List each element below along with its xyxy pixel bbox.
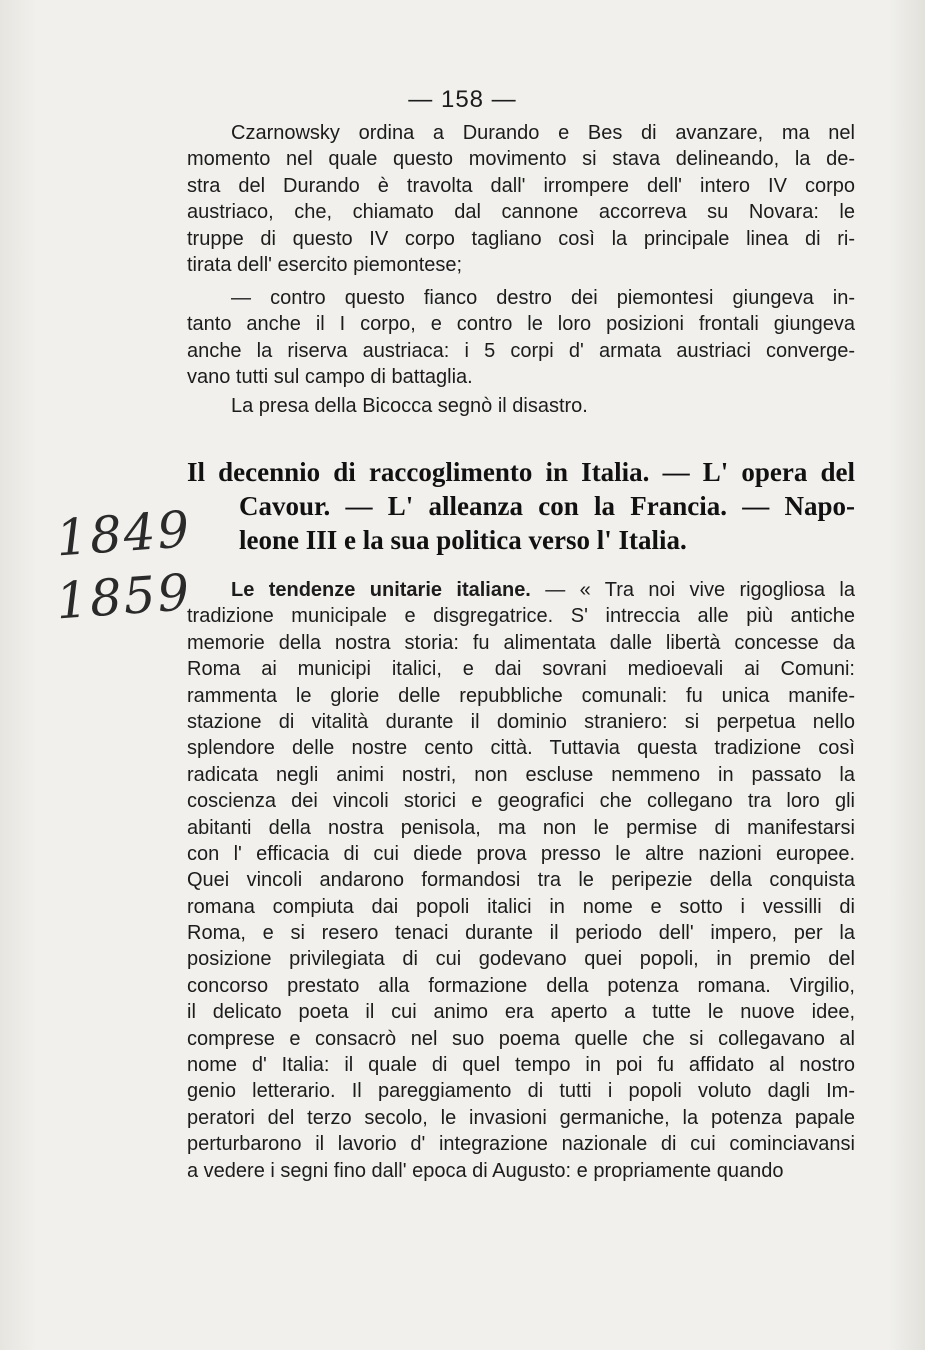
text-line: posizione privilegiata di cui godevano quei popoli, in premio del — [187, 948, 855, 971]
margin-note-1859: 1859 — [54, 563, 194, 631]
text-line — [187, 577, 855, 603]
text-line: truppe di questo IV corpo tagliano così la principale linea di ri- — [187, 227, 855, 250]
paragraph-1 — [187, 120, 855, 278]
text-line: radicata negli animi nostri, non escluse nemmeno in passato la — [187, 763, 855, 786]
text-line: tradizione municipale e disgregatrice. S' intreccia alle più antiche — [187, 605, 855, 628]
text-line: perturbarono il lavorio d' integrazione nazionale di cui cominciavansi — [187, 1133, 855, 1156]
text-line: Roma ai municipi italici, e dai sovrani medioevali ai Comuni: — [187, 658, 855, 681]
heading-line: Cavour. — L' alleanza con la Francia. — Napo- — [239, 491, 855, 521]
text-line: momento nel quale questo movimento si stava delineando, la de- — [187, 148, 855, 171]
text-line: splendore delle nostre cento città. Tuttavia questa tradizione così — [187, 737, 855, 760]
text-line: romana compiuta dai popoli italici in nome e sotto i vessilli di — [187, 895, 855, 918]
heading-line: Il decennio di raccoglimento in Italia. — L' opera del — [187, 457, 855, 487]
subheading: Le tendenze unitarie italiane. — [231, 579, 531, 601]
text-line: tanto anche il I corpo, e contro le loro posizioni frontali giungeva — [187, 313, 855, 336]
text-line: abitanti della nostra penisola, ma non le permise di manifestarsi — [187, 816, 855, 839]
text-line: austriaco, che, chiamato dal cannone accorreva su Novara: le — [187, 201, 855, 224]
text-line: genio letterario. Il pareggiamento di tutti i popoli voluto dagli Im- — [187, 1080, 855, 1103]
text-line: stazione di vitalità durante il dominio straniero: si perpetua nello — [187, 710, 855, 733]
text-run: — « Tra noi vive rigogliosa la — [545, 579, 855, 601]
text-line: rammenta le glorie delle repubbliche comunali: fu unica manife- — [187, 684, 855, 707]
paragraph-2 — [187, 285, 855, 391]
text-line: Czarnowsky ordina a Durando e Bes di avanzare, ma nel — [231, 122, 855, 144]
text-line: il delicato poeta il cui animo era aperto a tutte le nuove idee, — [187, 1001, 855, 1024]
text-line: anche la riserva austriaca: i 5 corpi d' armata austriaci converge- — [187, 339, 855, 362]
text-line: Quei vincoli andarono formandosi tra le peripezie della conquista — [187, 869, 855, 892]
section-heading — [187, 455, 855, 557]
paragraph-3 — [187, 393, 855, 419]
text-line: con l' efficacia di cui diede prova presso le altre nazioni europee. — [187, 842, 855, 865]
text-line: a vedere i segni fino dall' epoca di Augusto: e propriamente quando — [187, 1159, 784, 1182]
text-line: nome d' Italia: il quale di quel tempo in poi fu affidato al nostro — [187, 1054, 855, 1077]
heading-line: leone III e la sua politica verso l' Italia. — [239, 525, 687, 555]
paragraph-4 — [187, 577, 855, 1184]
text-line: tirata dell' esercito piemontese; — [187, 253, 463, 276]
text-line: vano tutti sul campo di battaglia. — [187, 366, 473, 389]
text-line: La presa della Bicocca segnò il disastro. — [231, 395, 588, 417]
text-line: coscienza dei vincoli storici e geografici che collegano tra loro gli — [187, 790, 855, 813]
text-line: stra del Durando è travolta dall' irrompere dell' intero IV corpo — [187, 174, 855, 197]
text-line: memorie della nostra storia: fu alimentata dalle libertà concesse da — [187, 631, 855, 654]
text-line: comprese e consacrò nel suo poema quelle che si collegavano al — [187, 1027, 855, 1050]
text-line: peratori del terzo secolo, le invasioni germaniche, la potenza papale — [187, 1106, 855, 1129]
text-line: Roma, e si resero tenaci durante il periodo dell' impero, per la — [187, 922, 855, 945]
text-line: concorso prestato alla formazione della potenza romana. Virgilio, — [187, 974, 855, 997]
page-number: — 158 — — [408, 86, 517, 113]
margin-note-1849: 1849 — [54, 500, 194, 568]
text-line: — contro questo fianco destro dei piemontesi giungeva in- — [231, 287, 855, 309]
